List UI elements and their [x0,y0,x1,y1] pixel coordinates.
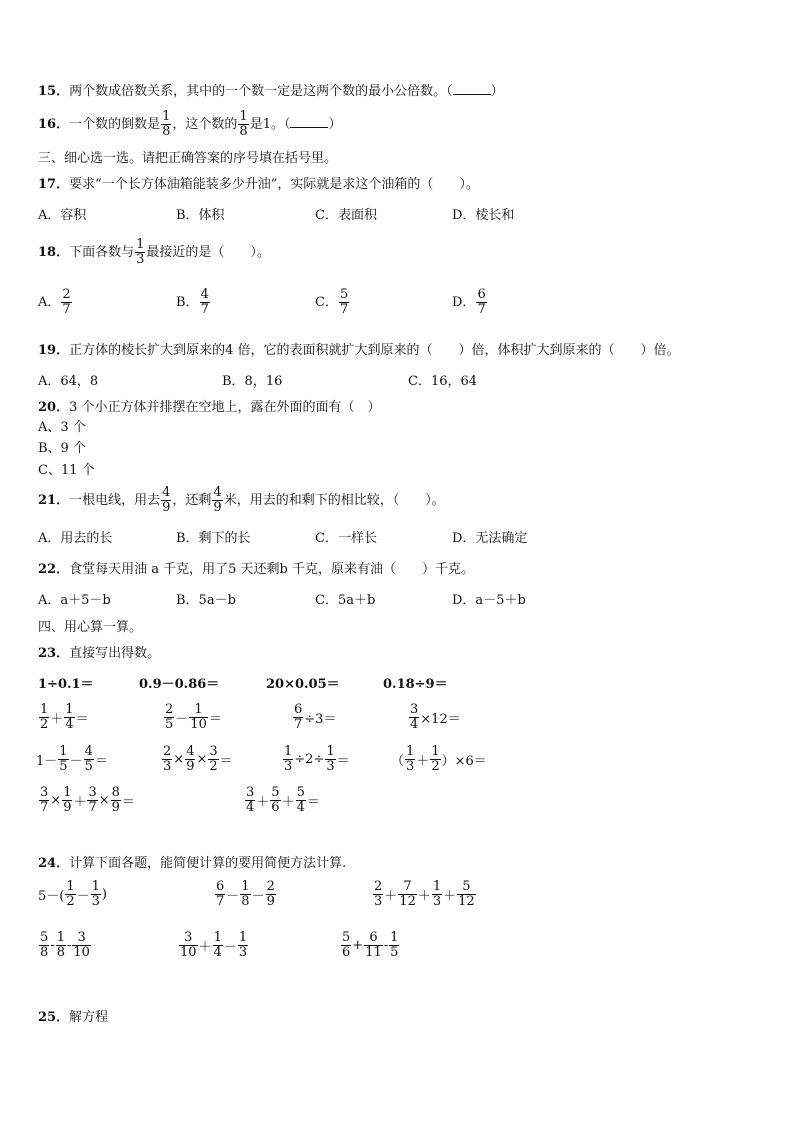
option-b[interactable]: B、9 个 [38,441,86,456]
answer-blank[interactable] [290,116,328,128]
calc-item: $\frac{3}{7}$ × $\frac{1}{9}$ ＋ $\frac{3}{7}$ × $\frac{8}{9}$ ＝ [40,785,135,815]
question-20 [38,400,381,416]
option-b[interactable]: B．8，16 [222,374,283,389]
question-text: 3 个小正方体并排摆在空地上，露在外面的面有（ ） [69,400,381,415]
question-text: 直接写出得数。 [69,646,161,661]
fraction: $\frac{1}{8}$ [162,109,171,139]
calc-item: $\frac{3}{4}$ ×12＝ [410,702,461,732]
question-23 [38,646,160,662]
calc-item: $\frac{1}{3}$ ÷2÷ $\frac{1}{3}$ ＝ [284,744,350,774]
question-25 [38,1010,108,1026]
calc-item: 1÷0.1＝ [38,677,94,692]
question-number: 19． [38,343,70,358]
calc-item: $\frac{2}{5}$ － $\frac{1}{10}$ ＝ [165,702,222,732]
question-number: 16． [38,117,70,132]
question-21 [38,486,445,515]
fraction: $\frac{4}{9}$ [162,485,171,515]
question-number: 25． [38,1010,70,1025]
calc-item: 0.9－0.86＝ [139,677,220,692]
answer-blank[interactable] [453,83,491,95]
option-d[interactable]: D．无法确定 [452,531,528,546]
calc-item: $\frac{2}{3}$ × $\frac{4}{9}$ × $\frac{3}{2}$ ＝ [163,744,233,774]
question-text: 下面各数与 [69,245,135,260]
question-16 [38,110,341,139]
fraction: $\frac{4}{9}$ [213,485,222,515]
calc-item: 0.18÷9＝ [383,677,448,692]
calc-item: 20×0.05＝ [266,677,340,692]
question-text: 是1。（ [249,117,291,132]
option-a[interactable]: A．a＋5－b [38,593,111,608]
question-number: 24． [38,856,70,871]
calc-item: $\frac{5}{8}$ - $\frac{1}{8}$ - $\frac{3}{10}$ [40,930,90,960]
calc-item: $\frac{2}{3}$ ＋ $\frac{7}{12}$ ＋ $\frac{1}{3}$ ＋ $\frac{5}{12}$ [374,879,475,909]
question-text: 米，用去的和剩下的相比较，（ ）。 [223,493,445,508]
option-c[interactable]: C．表面积 [315,208,377,223]
option-d[interactable]: D． $\frac{6}{7}$ [452,287,486,317]
section-heading-4: 四、用心算一算。 [38,620,143,635]
question-number: 17． [38,177,70,192]
question-number: 20． [38,400,70,415]
question-number: 15． [38,84,70,99]
option-a[interactable]: A、3 个 [38,420,86,435]
option-a[interactable]: A． $\frac{2}{7}$ [38,287,71,317]
bracket: ） [490,84,504,99]
option-c[interactable]: C．一样长 [315,531,377,546]
calc-item: $\frac{5}{6}$ + $\frac{6}{11}$ - $\frac{1}{5}$ [342,930,399,960]
option-b[interactable]: B．5a－b [176,593,236,608]
question-text: 最接近的是（ ）。 [146,245,270,260]
question-18 [38,238,270,267]
question-text: 正方体的棱长扩大到原来的4 倍，它的表面积就扩大到原来的（ ）倍，体积扩大到原来的（ ）倍。 [69,343,680,358]
option-a[interactable]: A．64，8 [38,374,99,389]
question-number: 18． [38,245,70,260]
question-15 [38,83,504,100]
section-heading-3: 三、细心选一选。请把正确答案的序号填在括号里。 [38,151,338,166]
option-d[interactable]: D．棱长和 [452,208,515,223]
question-text: 解方程 [69,1010,109,1025]
question-24 [38,856,346,872]
question-text: 两个数成倍数关系，其中的一个数一定是这两个数的最小公倍数。（ [69,84,453,99]
option-d[interactable]: D．a－5＋b [452,593,526,608]
question-text: 计算下面各题，能简便计算的要用简便方法计算. [69,856,347,871]
question-number: 23． [38,646,70,661]
calc-item: $\frac{1}{2}$ ＋ $\frac{1}{4}$ ＝ [40,702,89,732]
calc-item: （ $\frac{1}{3}$ ＋ $\frac{1}{2}$ ）×6＝ [391,744,487,774]
fraction: $\frac{1}{3}$ [136,237,145,267]
option-c[interactable]: C． $\frac{5}{7}$ [315,287,349,317]
calc-item: $\frac{3}{10}$ ＋ $\frac{1}{4}$ － $\frac{1}{3}$ [180,930,248,960]
question-text: 要求“一个长方体油箱能装多少升油”，实际就是求这个油箱的（ ）。 [69,177,479,192]
option-a[interactable]: A．容积 [38,208,87,223]
option-b[interactable]: B．剩下的长 [176,531,251,546]
question-text: ，这个数的 [172,117,238,132]
option-c[interactable]: C、11 个 [38,463,95,478]
option-b[interactable]: B． $\frac{4}{7}$ [176,287,209,317]
question-number: 22． [38,562,70,577]
calc-item: $\frac{6}{7}$ － $\frac{1}{8}$ － $\frac{2}{9}$ [216,879,275,909]
option-b[interactable]: B．体积 [176,208,225,223]
question-19 [38,343,680,359]
question-number: 21． [38,493,70,508]
calc-item: $\frac{3}{4}$ ＋ $\frac{5}{6}$ ＋ $\frac{5}{4}$ ＝ [246,785,320,815]
question-text: 一个数的倒数是 [69,117,161,132]
calc-item: $\frac{6}{7}$ ÷3＝ [294,702,337,732]
option-c[interactable]: C．16，64 [408,374,478,389]
bracket: ） [328,117,342,132]
question-22 [38,562,474,578]
fraction: $\frac{1}{8}$ [239,109,248,139]
calc-item: 5－( $\frac{1}{2}$ － $\frac{1}{3}$ ) [38,879,107,909]
question-text: ，还剩 [172,493,212,508]
option-a[interactable]: A．用去的长 [38,531,113,546]
question-17 [38,177,479,193]
question-text: 食堂每天用油 a 千克，用了5 天还剩b 千克，原来有油（ ）千克。 [69,562,474,577]
calc-item: 1－ $\frac{1}{5}$ － $\frac{4}{5}$ ＝ [36,744,108,774]
question-text: 一根电线，用去 [69,493,161,508]
option-c[interactable]: C．5a＋b [315,593,376,608]
